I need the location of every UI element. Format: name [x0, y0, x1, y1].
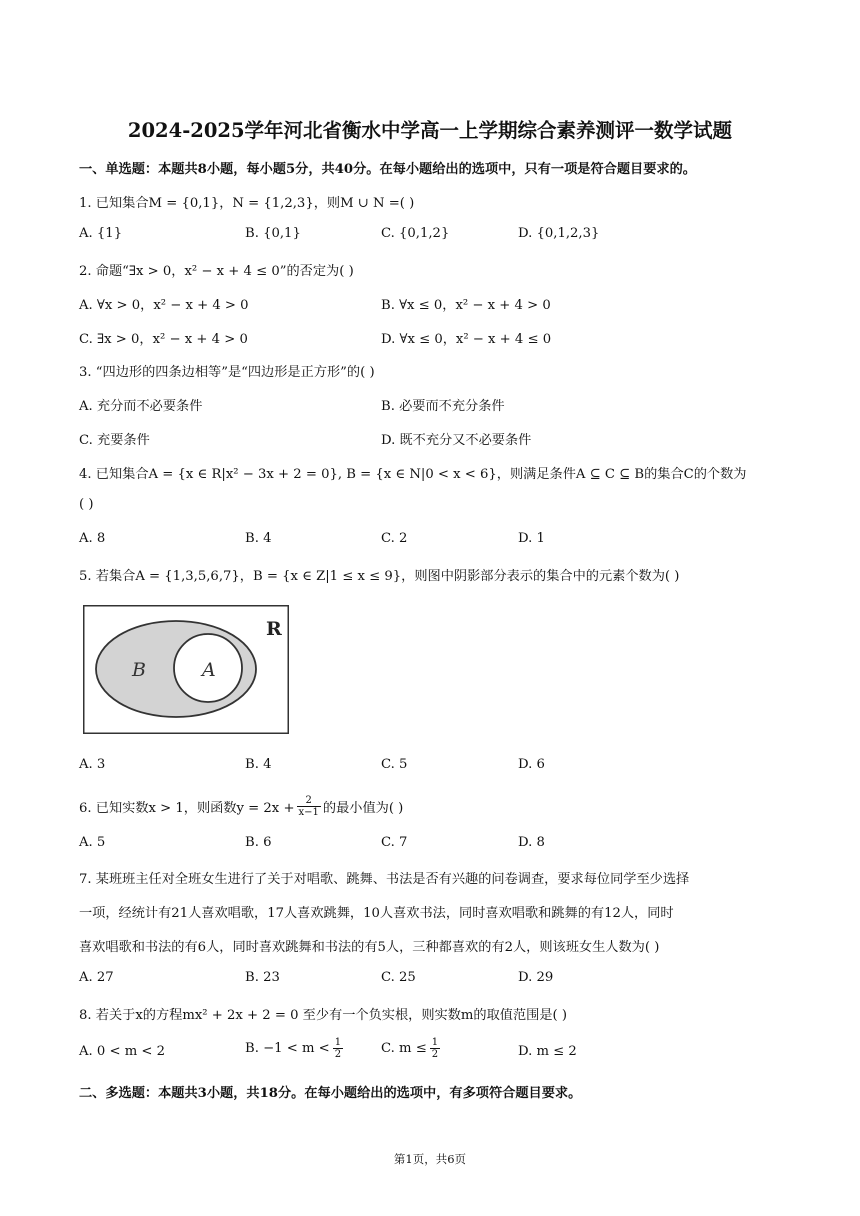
- q6-option-a: A. 5: [79, 835, 106, 850]
- q6-frac-den: x−1: [298, 807, 319, 818]
- question-4-stem-continued: ( ): [79, 497, 94, 512]
- q8-option-c: [381, 1037, 440, 1060]
- question-7-line-3: 喜欢唱歌和书法的有6人，同时喜欢跳舞和书法的有5人，三种都喜欢的有2人，则该班女生人数为( ): [79, 940, 660, 955]
- question-5-stem: 5. 若集合A = {1,3,5,6,7}，B = {x ∈ Z|1 ≤ x ≤ 9}，则图中阴影部分表示的集合中的元素个数为( ): [79, 569, 680, 584]
- section-heading-multiple-choice: 二、多选题：本题共3小题，共18分。在每小题给出的选项中，有多项符合题目要求。: [79, 1086, 582, 1101]
- q3-option-b: B. 必要而不充分条件: [381, 399, 505, 414]
- q8-b-frac-den: 2: [334, 1049, 342, 1060]
- question-7-line-1: 7. 某班班主任对全班女生进行了关于对唱歌、跳舞、书法是否有兴趣的问卷调查，要求每位同学至少选择: [79, 872, 690, 887]
- q6-stem-post: 的最小值为( ): [322, 801, 404, 816]
- q2-option-d: D. ∀x ≤ 0，x² − x + 4 ≤ 0: [381, 332, 552, 347]
- q6-option-c: C. 7: [381, 835, 408, 850]
- q8-c-frac-den: 2: [431, 1049, 439, 1060]
- q6-frac-num: 2: [305, 795, 312, 806]
- label-b: B: [132, 659, 146, 681]
- q8-option-c-fraction: [430, 1037, 440, 1060]
- page-title: 2024-2025学年河北省衡水中学高一上学期综合素养测评一数学试题: [127, 119, 733, 142]
- q8-option-d: D. m ≤ 2: [518, 1044, 577, 1059]
- q6-option-d: D. 8: [518, 835, 545, 850]
- q6-stem-pre: 6. 已知实数x > 1，则函数y = 2x +: [79, 801, 295, 816]
- q7-option-b: B. 23: [245, 970, 280, 985]
- question-7-line-2: 一项，经统计有21人喜欢唱歌，17人喜欢跳舞，10人喜欢书法，同时喜欢唱歌和跳舞的有12人，同时: [79, 906, 674, 921]
- q7-option-d: D. 29: [518, 970, 554, 985]
- q8-option-c-text: C. m ≤: [381, 1041, 427, 1056]
- label-a: A: [202, 659, 216, 681]
- q6-fraction: [297, 795, 321, 818]
- section-heading-single-choice: 一、单选题：本题共8小题，每小题5分，共40分。在每小题给出的选项中，只有一项是符合题目要求的。: [79, 162, 696, 177]
- q3-option-c: C. 充要条件: [79, 433, 150, 448]
- page-footer: 第1页，共6页: [393, 1152, 467, 1166]
- q4-option-d: D. 1: [518, 531, 545, 546]
- q3-option-a: A. 充分而不必要条件: [79, 399, 203, 414]
- q5-option-c: C. 5: [381, 757, 408, 772]
- q8-c-frac-num: 1: [431, 1037, 439, 1048]
- q8-b-frac-num: 1: [334, 1037, 342, 1048]
- q8-option-b: [245, 1037, 343, 1060]
- q5-option-b: B. 4: [245, 757, 272, 772]
- question-4-stem: 4. 已知集合A = {x ∈ R|x² − 3x + 2 = 0}, B = {x ∈ N|0 < x < 6}，则满足条件A ⊆ C ⊆ B的集合C的个数为: [79, 467, 747, 482]
- label-r: R: [266, 618, 282, 640]
- q8-option-a: A. 0 < m < 2: [79, 1044, 166, 1059]
- q8-option-b-fraction: [333, 1037, 343, 1060]
- q1-option-b: B. {0,1}: [245, 226, 301, 241]
- q7-option-c: C. 25: [381, 970, 416, 985]
- q2-option-c: C. ∃x > 0，x² − x + 4 > 0: [79, 332, 248, 347]
- q6-option-b: B. 6: [245, 835, 272, 850]
- q8-option-b-text: B. −1 < m <: [245, 1041, 330, 1056]
- question-3-stem: 3. “四边形的四条边相等”是“四边形是正方形”的( ): [79, 365, 375, 380]
- q1-option-c: C. {0,1,2}: [381, 226, 450, 241]
- q1-option-d: D. {0,1,2,3}: [518, 226, 600, 241]
- venn-diagram: [83, 605, 289, 734]
- question-6-stem: [79, 795, 403, 818]
- question-1-stem: 1. 已知集合M = {0,1}，N = {1,2,3}，则M ∪ N =( ): [79, 196, 415, 211]
- q5-option-d: D. 6: [518, 757, 545, 772]
- q7-option-a: A. 27: [79, 970, 114, 985]
- q4-option-b: B. 4: [245, 531, 272, 546]
- question-2-stem: 2. 命题“∃x > 0，x² − x + 4 ≤ 0”的否定为( ): [79, 264, 354, 279]
- q3-option-d: D. 既不充分又不必要条件: [381, 433, 532, 448]
- q2-option-b: B. ∀x ≤ 0，x² − x + 4 > 0: [381, 298, 551, 313]
- q2-option-a: A. ∀x > 0，x² − x + 4 > 0: [79, 298, 249, 313]
- q4-option-a: A. 8: [79, 531, 106, 546]
- q1-option-a: A. {1}: [79, 226, 123, 241]
- question-8-stem: 8. 若关于x的方程mx² + 2x + 2 = 0 至少有一个负实根，则实数m的取值范围是( ): [79, 1008, 568, 1023]
- q5-option-a: A. 3: [79, 757, 106, 772]
- q4-option-c: C. 2: [381, 531, 408, 546]
